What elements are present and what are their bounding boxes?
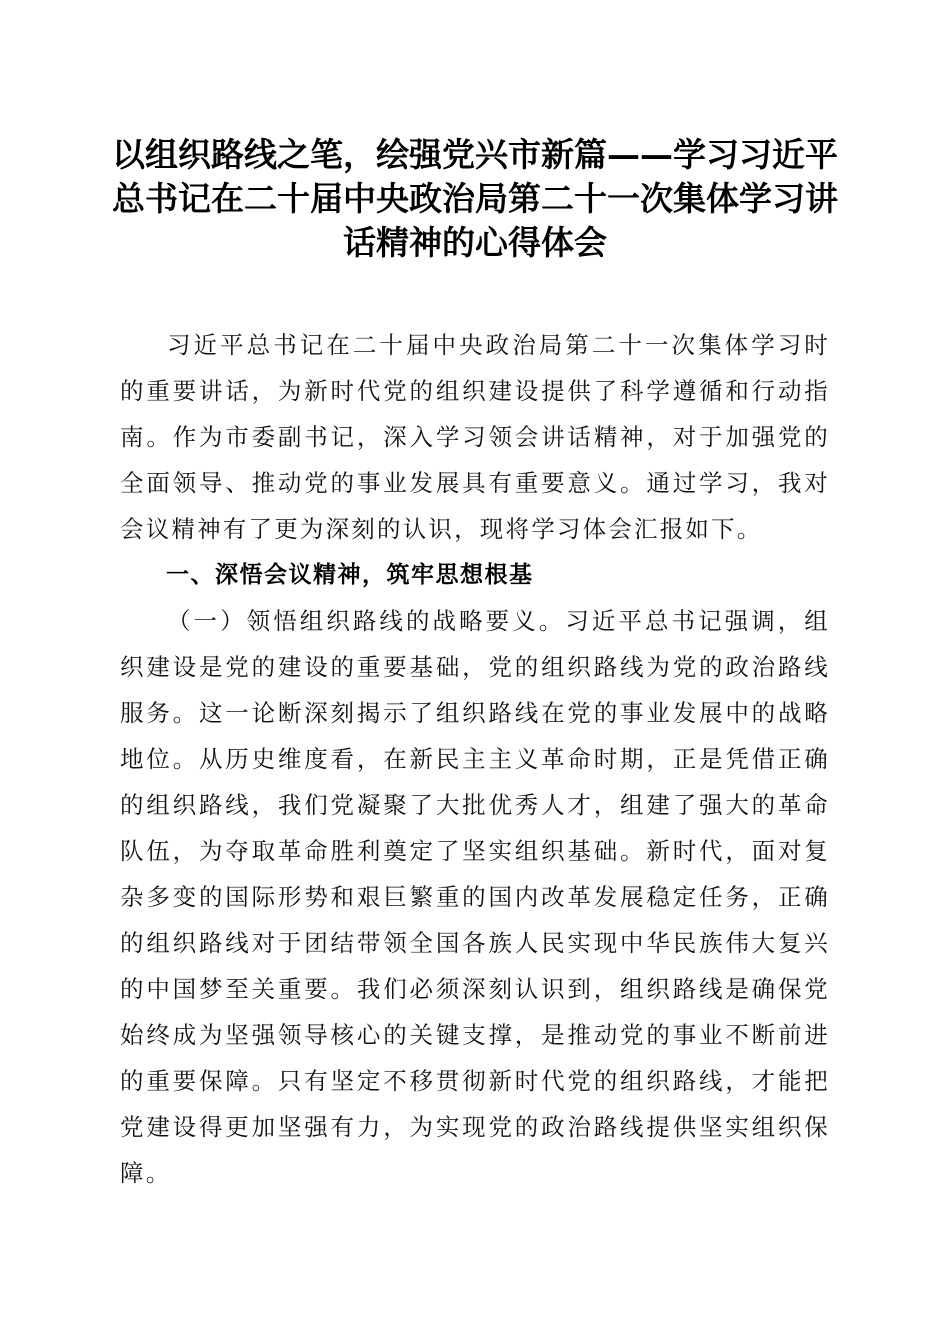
document-body [120, 322, 830, 1196]
document-title: 以组织路线之笔，绘强党兴市新篇——学习习近平总书记在二十届中央政治局第二十一次集体学习讲话精神的心得体会 [112, 135, 838, 262]
subsection-lead-1: （一）领悟组织路线的战略要义。 [167, 607, 566, 635]
intro-paragraph: 习近平总书记在二十届中央政治局第二十一次集体学习时的重要讲话，为新时代党的组织建设提供了科学遵循和行动指南。作为市委副书记，深入学习领会讲话精神，对于加强党的全面领导、推动党的事业发展具有重要意义。通过学习，我对会议精神有了更为深刻的认识，现将学习体会汇报如下。 [120, 331, 830, 543]
section-heading-1: 一、深悟会议精神，筑牢思想根基 [166, 562, 534, 588]
subsection-paragraph-1 [120, 598, 830, 1196]
subsection-body-1: 习近平总书记强调，组织建设是党的建设的重要基础，党的组织路线为党的政治路线服务。这一论断深刻揭示了组织路线在党的事业发展中的战略地位。从历史维度看，在新民主主义革命时期，正是凭借正确的组织路线，我们党凝聚了大批优秀人才，组建了强大的革命队伍，为夺取革命胜利奠定了坚实组织基础。新时代，面对复杂多变的国际形势和艰巨繁重的国内改革发展稳定任务，正确的组织路线对于团结带领全国各族人民实现中华民族伟大复兴的中国梦至关重要。我们必须深刻认识到，组织路线是确保党始终成为坚强领导核心的关键支撑，是推动党的事业不断前进的重要保障。只有坚定不移贯彻新时代党的组织路线，才能把党建设得更加坚强有力，为实现党的政治路线提供坚实组织保障。 [120, 607, 830, 1187]
